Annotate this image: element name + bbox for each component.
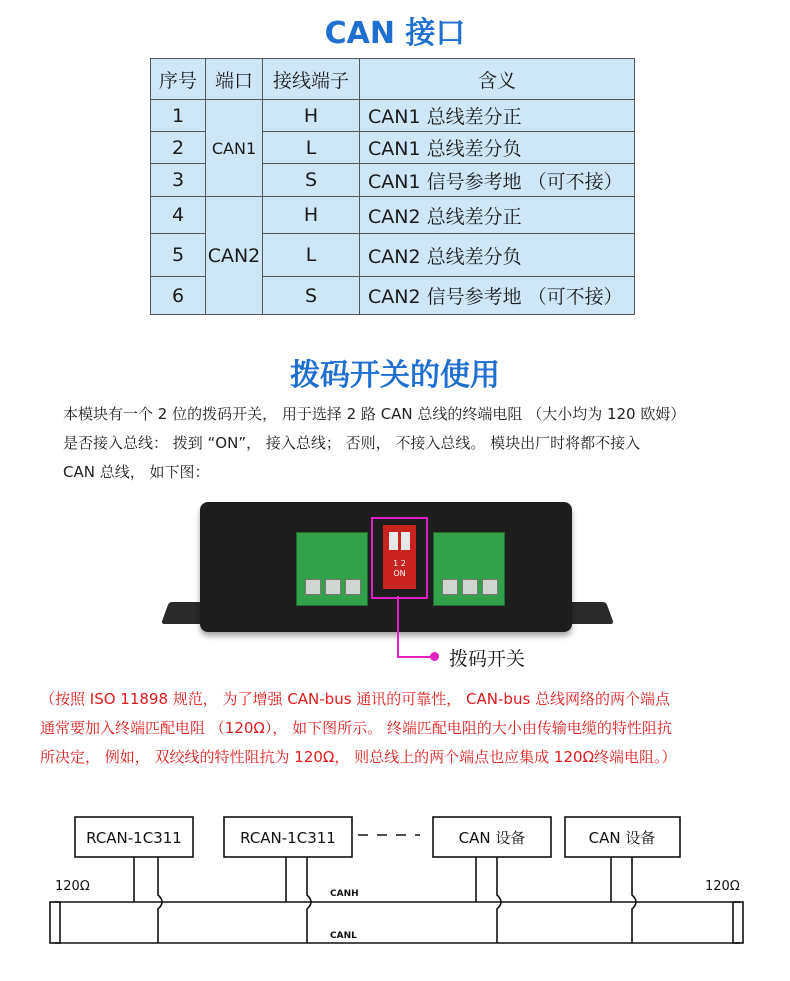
row-meaning: CAN1 信号参考地 （可不接） [360,164,635,197]
port-cell: CAN2 [206,197,263,315]
row-meaning: CAN2 总线差分正 [360,197,635,234]
canl-label: CANL [330,931,357,941]
dip-lever-1[interactable] [389,532,398,550]
row-terminal: L [263,234,360,277]
row-meaning: CAN2 信号参考地 （可不接） [360,277,635,315]
node-label: CAN 设备 [458,829,526,847]
resistor-right-label: 120Ω [705,879,740,894]
dip-on-label: ON [393,569,406,578]
paragraph-line: 本模块有一个 2 位的拨码开关， 用于选择 2 路 CAN 总线的终端电阻 （大小均为 120 欧姆） [63,405,686,423]
terminal-block-can1 [296,532,368,606]
terminal-screw-icon [305,579,321,595]
device-enclosure [200,502,572,632]
table-row [151,100,635,132]
resistor-right [733,902,743,943]
note-line: 所决定， 例如， 双绞线的特性阻抗为 120Ω， 则总线上的两个端点也应集成 120Ω终端电阻。） [40,748,677,766]
row-terminal: L [263,132,360,164]
row-meaning: CAN1 总线差分正 [360,100,635,132]
row-meaning: CAN1 总线差分负 [360,132,635,164]
row-terminal: H [263,197,360,234]
node-taps [134,857,636,943]
dip-description [63,400,743,487]
row-terminal: S [263,164,360,197]
port-cell: CAN1 [206,100,263,197]
paragraph-line: CAN 总线， 如下图： [63,463,210,481]
row-no: 5 [151,234,206,277]
callout-line [397,596,399,657]
row-terminal: S [263,277,360,315]
paragraph-line: 是否接入总线： 拨到 “ON”， 接入总线； 否则， 不接入总线。 模块出厂时将都不接入 [63,434,641,452]
can-pin-table [150,58,635,315]
row-no: 4 [151,197,206,234]
row-no: 3 [151,164,206,197]
node-label: RCAN-1C311 [240,829,336,847]
row-no: 2 [151,132,206,164]
header-terminal: 接线端子 [263,59,360,100]
header-port: 端口 [206,59,263,100]
callout-line [397,656,433,658]
terminal-screw-icon [442,579,458,595]
dip-numbers: 1 2 [393,559,406,568]
row-no: 1 [151,100,206,132]
can-interface-title: CAN 接口 [324,16,466,51]
row-meaning: CAN2 总线差分负 [360,234,635,277]
callout-dot-icon [430,652,439,661]
dip-callout-label: 拨码开关 [449,648,526,670]
row-no: 6 [151,277,206,315]
terminal-screw-icon [482,579,498,595]
node-label: CAN 设备 [588,829,656,847]
node-label: RCAN-1C311 [86,829,182,847]
terminal-screw-icon [345,579,361,595]
dip-lever-2[interactable] [401,532,410,550]
row-terminal: H [263,100,360,132]
can-bus-diagram [0,800,790,981]
header-meaning: 含义 [360,59,635,100]
header-no: 序号 [151,59,206,100]
dip-switch[interactable] [383,525,416,589]
resistor-left-label: 120Ω [55,879,90,894]
iso-note [40,685,760,772]
table-row [151,197,635,234]
terminal-screw-icon [462,579,478,595]
note-line: （按照 ISO 11898 规范， 为了增强 CAN-bus 通讯的可靠性， CAN-bus 总线网络的两个端点 [40,690,671,708]
note-line: 通常要加入终端匹配电阻 （120Ω）， 如下图所示。 终端匹配电阻的大小由传输电缆的特性阻抗 [40,719,672,737]
resistor-left [50,902,60,943]
canh-label: CANH [330,889,359,899]
table-header-row [151,59,635,100]
dip-switch-highlight [371,517,428,599]
terminal-screw-icon [325,579,341,595]
terminal-block-can2 [433,532,505,606]
dip-switch-title: 拨码开关的使用 [290,358,500,393]
device-photo [165,490,610,645]
